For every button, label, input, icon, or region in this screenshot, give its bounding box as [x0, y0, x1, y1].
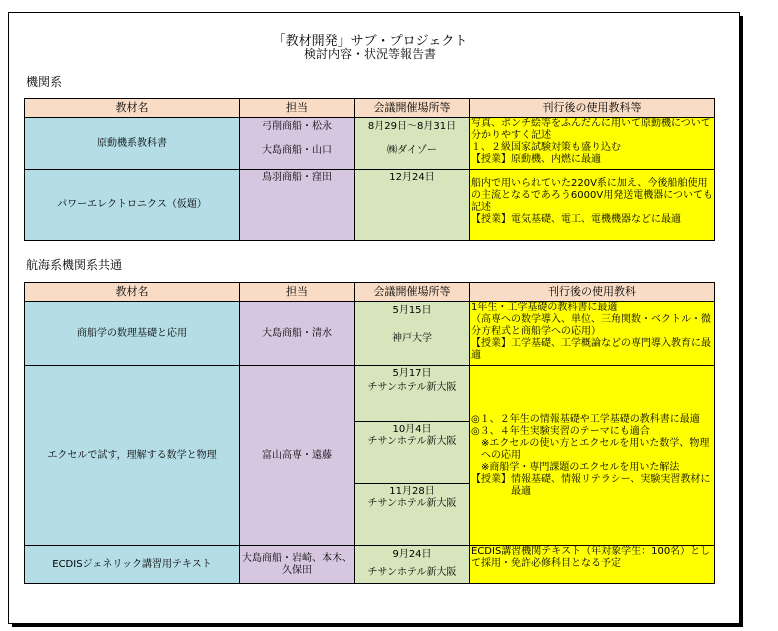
table-kikan — [24, 98, 715, 241]
kaigi-place: ㈱ダイゾー — [387, 145, 437, 156]
tanto-cell — [240, 302, 355, 366]
table-row — [25, 366, 715, 422]
usage-line: 最適 — [511, 485, 531, 497]
kaigi-date: 10月4日 — [392, 424, 432, 435]
table-header-row — [25, 99, 715, 118]
tanto-line: 大島商船・清水 — [262, 327, 332, 339]
kyozai-name: 商船学の数理基礎と応用 — [25, 302, 240, 366]
usage-cell — [470, 366, 715, 546]
frame-shadow-bottom — [12, 624, 743, 627]
usage-line: （高専への数学導入、単位、三角関数・ベクトル・微分方程式と商船学への応用） — [471, 314, 711, 337]
section-label-common: 航海系機関系共通 — [26, 258, 123, 272]
kaigi-place: チサンホテル新大阪 — [367, 498, 457, 509]
kaigi-cell — [355, 422, 470, 484]
kyozai-name: ECDISジェネリック講習用テキスト — [25, 546, 240, 584]
table-row — [25, 546, 715, 584]
header-tanto: 担当 — [240, 99, 355, 118]
header-tanto: 担当 — [240, 283, 355, 302]
tanto-line: 富山高専・遠藤 — [262, 449, 332, 461]
tanto-cell — [240, 118, 355, 170]
kaigi-place: チサンホテル新大阪 — [367, 567, 457, 578]
report-subtitle: 検討内容・状況等報告書 — [303, 47, 436, 61]
kaigi-place: チサンホテル新大阪 — [367, 436, 457, 447]
header-usage: 刊行後の使用教科 — [470, 283, 715, 302]
usage-line: １、２級国家試験対策も盛り込む — [471, 142, 621, 153]
usage-line: ◎１、２年生の情報基礎や工学基礎の教科書に最適 — [471, 413, 700, 425]
kaigi-cell — [355, 366, 470, 422]
header-kaigi: 会議開催場所等 — [355, 283, 470, 302]
usage-line: 【授業】電気基礎、電工、電機機器などに最適 — [471, 214, 681, 225]
usage-line: 1年生・工学基礎の教科書に最適 — [471, 302, 618, 313]
kyozai-name: 原動機系教科書 — [25, 118, 240, 170]
usage-cell — [470, 170, 715, 241]
kaigi-cell — [355, 546, 470, 584]
frame-shadow-right — [740, 16, 743, 627]
header-usage: 刊行後の使用教科等 — [470, 99, 715, 118]
usage-line: 【授業】工学基礎、工学概論などの専門導入教育に最適 — [471, 338, 711, 361]
usage-cell — [470, 302, 715, 366]
tanto-line: 大島商船・岩崎、本木、久保田 — [242, 552, 352, 576]
tanto-cell — [240, 170, 355, 241]
kaigi-place: 神戸大学 — [392, 333, 432, 344]
section-label-kikan: 機関系 — [26, 75, 63, 89]
table-row — [25, 118, 715, 170]
table-common — [24, 282, 715, 584]
kaigi-date: 11月28日 — [389, 486, 435, 497]
tanto-line: 弓削商船・松永 — [262, 121, 332, 132]
usage-line: 【授業】情報基礎、情報リテラシー、実験実習教材に — [471, 473, 711, 485]
usage-cell — [470, 546, 715, 584]
kaigi-cell — [355, 118, 470, 170]
usage-line: ECDIS講習機関テキスト（年対象学生：100名）として採用・免許必修科目となる予定 — [471, 546, 711, 569]
kyozai-name: パワーエレクトロニクス（仮題） — [25, 170, 240, 241]
table-row — [25, 302, 715, 366]
header-kyozai: 教材名 — [25, 283, 240, 302]
kaigi-date: 12月24日 — [389, 172, 435, 183]
usage-line: ※商船学・専門課題のエクセルを用いた解法 — [481, 461, 680, 473]
kaigi-cell — [355, 170, 470, 241]
kaigi-place: チサンホテル新大阪 — [367, 382, 457, 393]
table-header-row — [25, 283, 715, 302]
tanto-cell — [240, 546, 355, 584]
kaigi-date: 5月15日 — [392, 305, 432, 316]
table-row — [25, 170, 715, 241]
header-kyozai: 教材名 — [25, 99, 240, 118]
usage-line: ◎３、４年生実験実習のテーマにも適合 — [471, 425, 650, 437]
usage-line: ※エクセルの使い方とエクセルを用いた数学、物理への応用 — [481, 437, 710, 461]
kyozai-name: エクセルで試す，理解する数学と物理 — [25, 366, 240, 546]
kaigi-date: 9月24日 — [392, 549, 432, 560]
header-kaigi: 会議開催場所等 — [355, 99, 470, 118]
kaigi-date: 5月17日 — [392, 368, 432, 379]
kaigi-cell — [355, 484, 470, 546]
kaigi-date: 8月29日～8月31日 — [367, 121, 457, 132]
usage-cell — [470, 118, 715, 170]
tanto-line: 鳥羽商船・窪田 — [262, 172, 332, 183]
tanto-line: 大島商船・山口 — [262, 145, 332, 156]
tanto-cell — [240, 366, 355, 546]
report-title: 「教材開発」サブ・プロジェクト — [272, 34, 468, 49]
usage-line: 船内で用いられていた220V系に加え、今後船舶使用の主流となるであろう6000V用発送電機器についても記述 — [471, 178, 713, 213]
kaigi-cell — [355, 302, 470, 366]
usage-line: 【授業】原動機、内燃に最適 — [471, 154, 601, 165]
usage-line: 写真、ポンチ絵等をふんだんに用いて原動機について分かりやすく記述 — [471, 118, 711, 141]
